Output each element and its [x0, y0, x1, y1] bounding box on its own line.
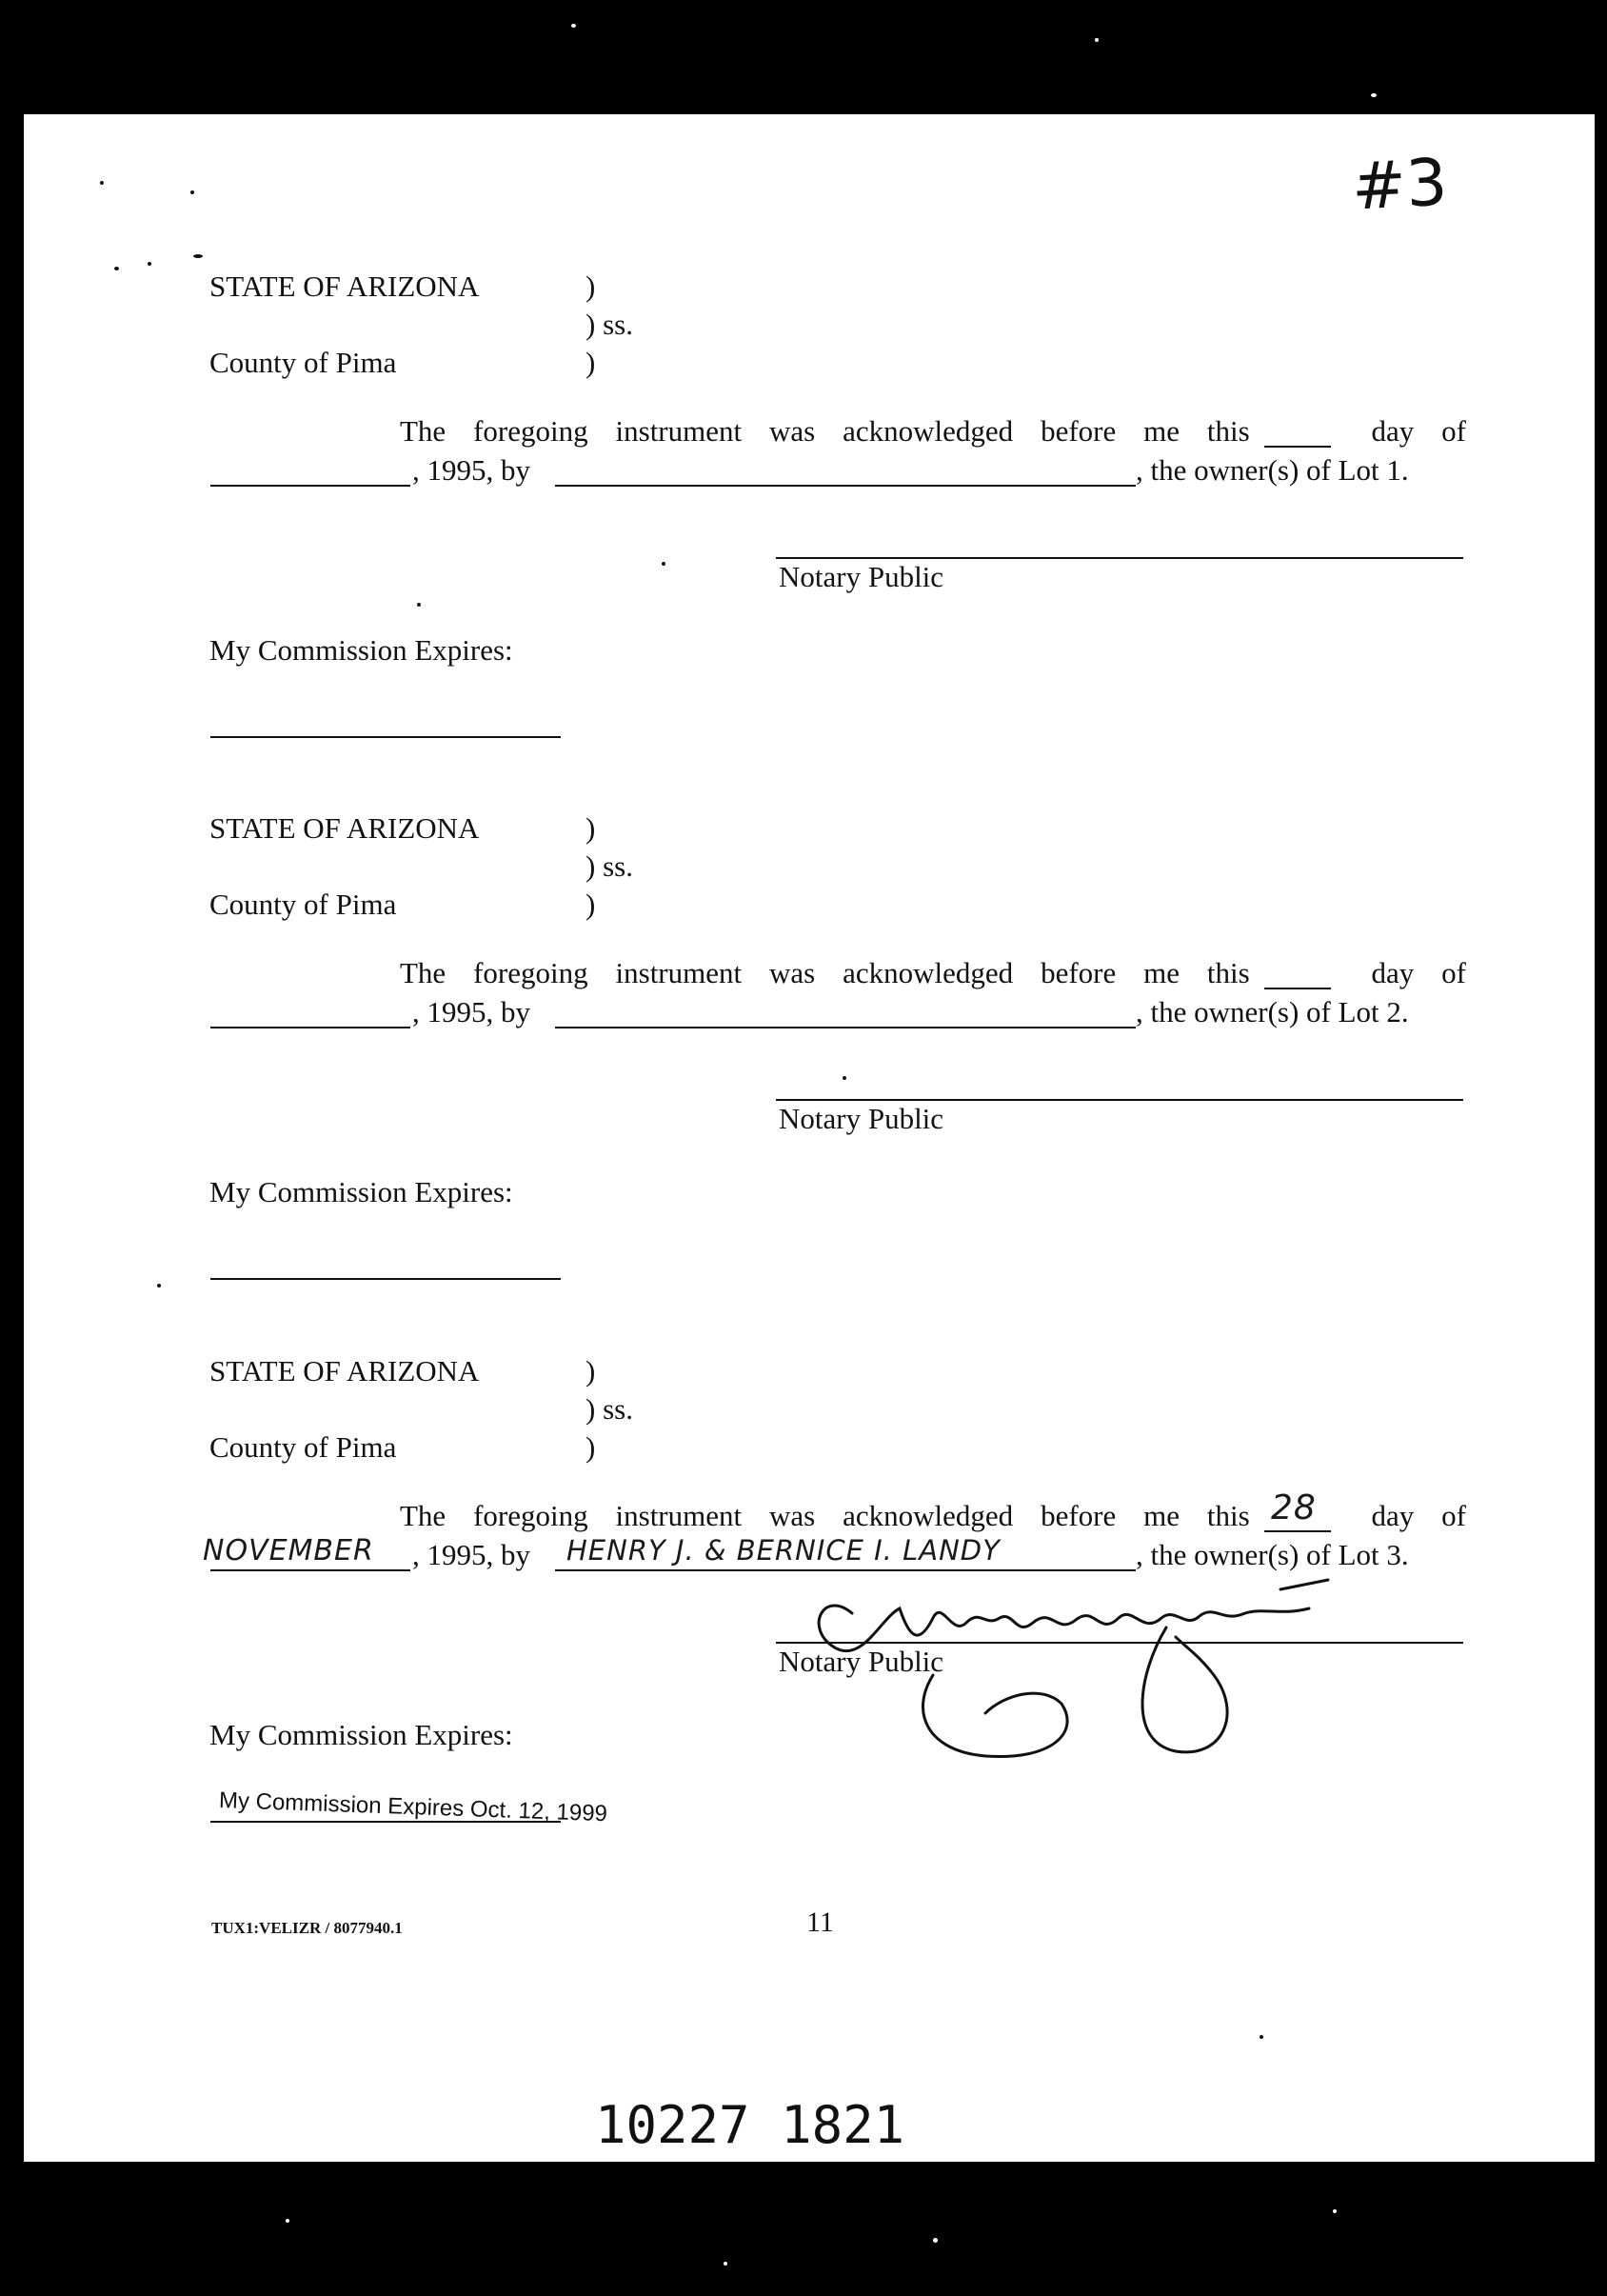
border-speck — [1371, 93, 1377, 97]
scan-speck — [100, 181, 104, 185]
acknowledgment-section-lot-1 — [24, 114, 1595, 667]
commission-expires-label: My Commission Expires: — [209, 1175, 513, 1208]
paren-top: ) — [585, 1354, 596, 1388]
year-by-label: , 1995, by — [412, 1538, 530, 1571]
commission-expires-label: My Commission Expires: — [209, 633, 513, 667]
state-label: STATE OF ARIZONA — [209, 270, 480, 303]
border-speck — [286, 2219, 289, 2223]
ack-line-1: The foregoing instrument was acknowledged before me this day of — [400, 414, 1466, 448]
commission-stamp: My Commission Expires Oct. 12, 1999 — [218, 1787, 608, 1827]
owner-lot-label: , the owner(s) of Lot 1. — [1136, 453, 1409, 487]
notary-public-label: Notary Public — [779, 560, 944, 593]
month-blank[interactable] — [210, 1569, 410, 1571]
scan-speck — [662, 562, 665, 566]
acknowledgment-section-lot-2 — [24, 656, 1595, 1208]
scan-speck — [148, 262, 151, 266]
owner-blank[interactable] — [555, 1027, 1136, 1028]
border-speck — [571, 24, 576, 28]
document-page — [24, 114, 1595, 2162]
owner-value: HENRY J. & BERNICE I. LANDY — [566, 1534, 1001, 1567]
border-speck — [724, 2262, 727, 2266]
scan-speck — [417, 603, 421, 607]
state-label: STATE OF ARIZONA — [209, 1354, 480, 1388]
paren-top: ) — [585, 270, 596, 303]
owner-lot-label: , the owner(s) of Lot 3. — [1136, 1538, 1409, 1571]
day-value: 28 — [1271, 1488, 1317, 1527]
commission-expires-label: My Commission Expires: — [209, 1718, 513, 1751]
scan-speck — [190, 190, 194, 194]
county-label: County of Pima — [209, 346, 397, 379]
scan-speck — [157, 1284, 161, 1288]
border-speck — [1333, 2209, 1337, 2213]
notary-signature-line[interactable] — [776, 557, 1463, 559]
day-blank[interactable] — [1264, 988, 1331, 989]
ss-label: ) ss. — [585, 849, 633, 883]
scan-speck — [114, 267, 119, 270]
paren-bottom: ) — [585, 1430, 596, 1464]
state-label: STATE OF ARIZONA — [209, 811, 480, 845]
acknowledgment-section-lot-3 — [24, 1199, 1595, 1827]
paren-top: ) — [585, 811, 596, 845]
scan-speck — [193, 254, 203, 258]
notary-signature — [766, 1523, 1395, 1789]
year-by-label: , 1995, by — [412, 453, 530, 487]
ack-line-1: The foregoing instrument was acknowledged before me this day of — [400, 956, 1466, 989]
scan-speck — [843, 1076, 846, 1080]
ss-label: ) ss. — [585, 308, 633, 341]
border-speck — [1095, 38, 1099, 42]
ss-label: ) ss. — [585, 1392, 633, 1426]
owner-blank[interactable] — [555, 485, 1136, 487]
ack-line-1: The foregoing instrument was acknowledged before me this day of — [400, 1499, 1466, 1532]
document-id: TUX1:VELIZR / 8077940.1 — [211, 1919, 403, 1937]
page-number: 11 — [806, 1907, 834, 1938]
notary-public-label: Notary Public — [779, 1102, 944, 1135]
notary-public-label: Notary Public — [779, 1645, 944, 1678]
border-speck — [933, 2238, 938, 2243]
month-value: NOVEMBER — [203, 1534, 374, 1567]
county-label: County of Pima — [209, 888, 397, 921]
paren-bottom: ) — [585, 888, 596, 921]
county-label: County of Pima — [209, 1430, 397, 1464]
paren-bottom: ) — [585, 346, 596, 379]
month-blank[interactable] — [210, 485, 410, 487]
recording-book-page: 10227 1821 — [595, 2095, 905, 2155]
day-blank[interactable] — [1264, 446, 1331, 448]
notary-signature-line[interactable] — [776, 1099, 1463, 1101]
owner-lot-label: , the owner(s) of Lot 2. — [1136, 995, 1409, 1028]
page-mark: #3 — [1350, 145, 1450, 226]
scan-speck — [1260, 2035, 1263, 2039]
year-by-label: , 1995, by — [412, 995, 530, 1028]
month-blank[interactable] — [210, 1027, 410, 1028]
